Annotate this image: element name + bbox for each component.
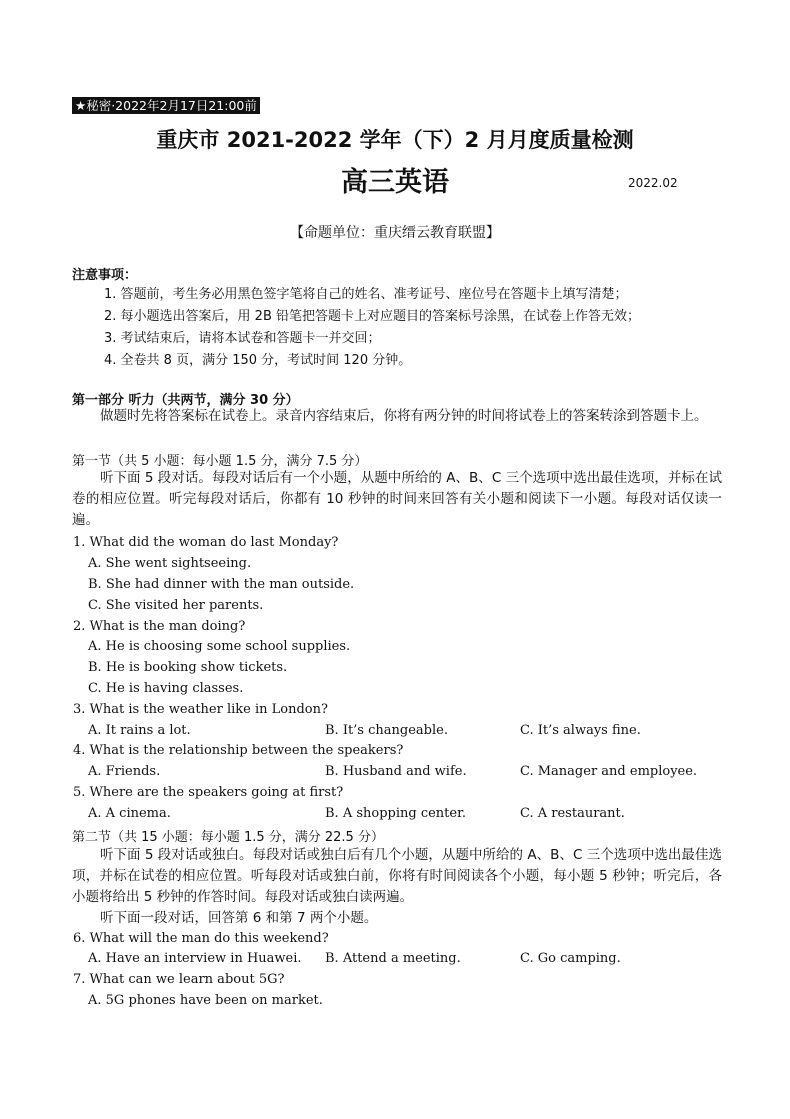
option-6a: A. Have an interview in Huawei. [88,951,302,966]
option-3a: A. It rains a lot. [88,723,191,738]
option-6b: B. Attend a meeting. [325,951,461,966]
note-item: 2. 每小题选出答案后，用 2B 铅笔把答题卡上对应题目的答案标号涂黑，在试卷上作答无效； [104,309,640,324]
option-4a: A. Friends. [88,764,161,779]
section1-instruction: 听下面 5 段对话。每段对话后有一个小题，从题中所给的 A、B、C 三个选项中选出最佳选项，并标在试卷的相应位置。听完每段对话后，你都有 10 秒钟的时间来回答有关小题和阅读下一小题。每段对话仅读一遍。 [72,470,722,528]
option-2c: C. He is having classes. [88,681,244,696]
option-1b: B. She had dinner with the man outside. [88,577,355,592]
option-3b: B. It’s changeable. [325,723,448,738]
question-5: 5. Where are the speakers going at first? [73,785,344,800]
exam-date: 2022.02 [628,176,678,190]
question-1: 1. What did the woman do last Monday? [73,535,339,550]
issuing-unit: 【命题单位：重庆缙云教育联盟】 [290,225,500,241]
option-2a: A. He is choosing some school supplies. [88,639,351,654]
section2-sub-instruction: 听下面一段对话，回答第 6 和第 7 两个小题。 [100,910,378,926]
option-5b: B. A shopping center. [325,806,467,821]
subject-title: 高三英语 [341,167,449,198]
option-5a: A. A cinema. [88,806,171,821]
option-3c: C. It’s always fine. [520,723,641,738]
part1-intro: 做题时先将答案标在试卷上。录音内容结束后，你将有两分钟的时间将试卷上的答案转涂到答题卡上。 [100,408,708,424]
question-7: 7. What can we learn about 5G? [73,972,285,987]
option-4b: B. Husband and wife. [325,764,467,779]
option-2b: B. He is booking show tickets. [88,660,288,675]
note-item: 1. 答题前，考生务必用黑色签字笔将自己的姓名、准考证号、座位号在答题卡上填写清楚； [104,287,628,302]
option-7a: A. 5G phones have been on market. [88,993,323,1008]
notes-list [104,284,640,372]
option-5c: C. A restaurant. [520,806,625,821]
option-1c: C. She visited her parents. [88,598,264,613]
part1-heading: 第一部分 听力（共两节，满分 30 分） [72,393,299,408]
question-2: 2. What is the man doing? [73,619,246,634]
section2-instruction: 听下面 5 段对话或独白。每段对话或独白后有几个小题，从题中所给的 A、B、C 三个选项中选出最佳选项，并标在试卷的相应位置。听每段对话或独白前，你将有时间阅读各个小题，每小题 5 秒钟；听完后，各小题将给出 5 秒钟的作答时间。每段对话或独白读两遍。 [72,847,722,905]
section1-heading: 第一节（共 5 小题：每小题 1.5 分，满分 7.5 分） [72,454,368,469]
section2-heading: 第二节（共 15 小题：每小题 1.5 分，满分 22.5 分） [72,830,384,845]
note-item: 3. 考试结束后，请将本试卷和答题卡一并交回； [104,331,381,346]
option-6c: C. Go camping. [520,951,621,966]
question-4: 4. What is the relationship between the speakers? [73,743,404,758]
option-1a: A. She went sightseeing. [88,556,252,571]
exam-title: 重庆市 2021-2022 学年（下）2 月月度质量检测 [156,128,634,152]
option-4c: C. Manager and employee. [520,764,698,779]
notes-heading: 注意事项： [72,268,138,283]
question-6: 6. What will the man do this weekend? [73,931,329,946]
confidential-banner: ★秘密·2022年2月17日21:00前 [72,97,260,114]
question-3: 3. What is the weather like in London? [73,702,328,717]
note-item: 4. 全卷共 8 页，满分 150 分，考试时间 120 分钟。 [104,353,412,368]
